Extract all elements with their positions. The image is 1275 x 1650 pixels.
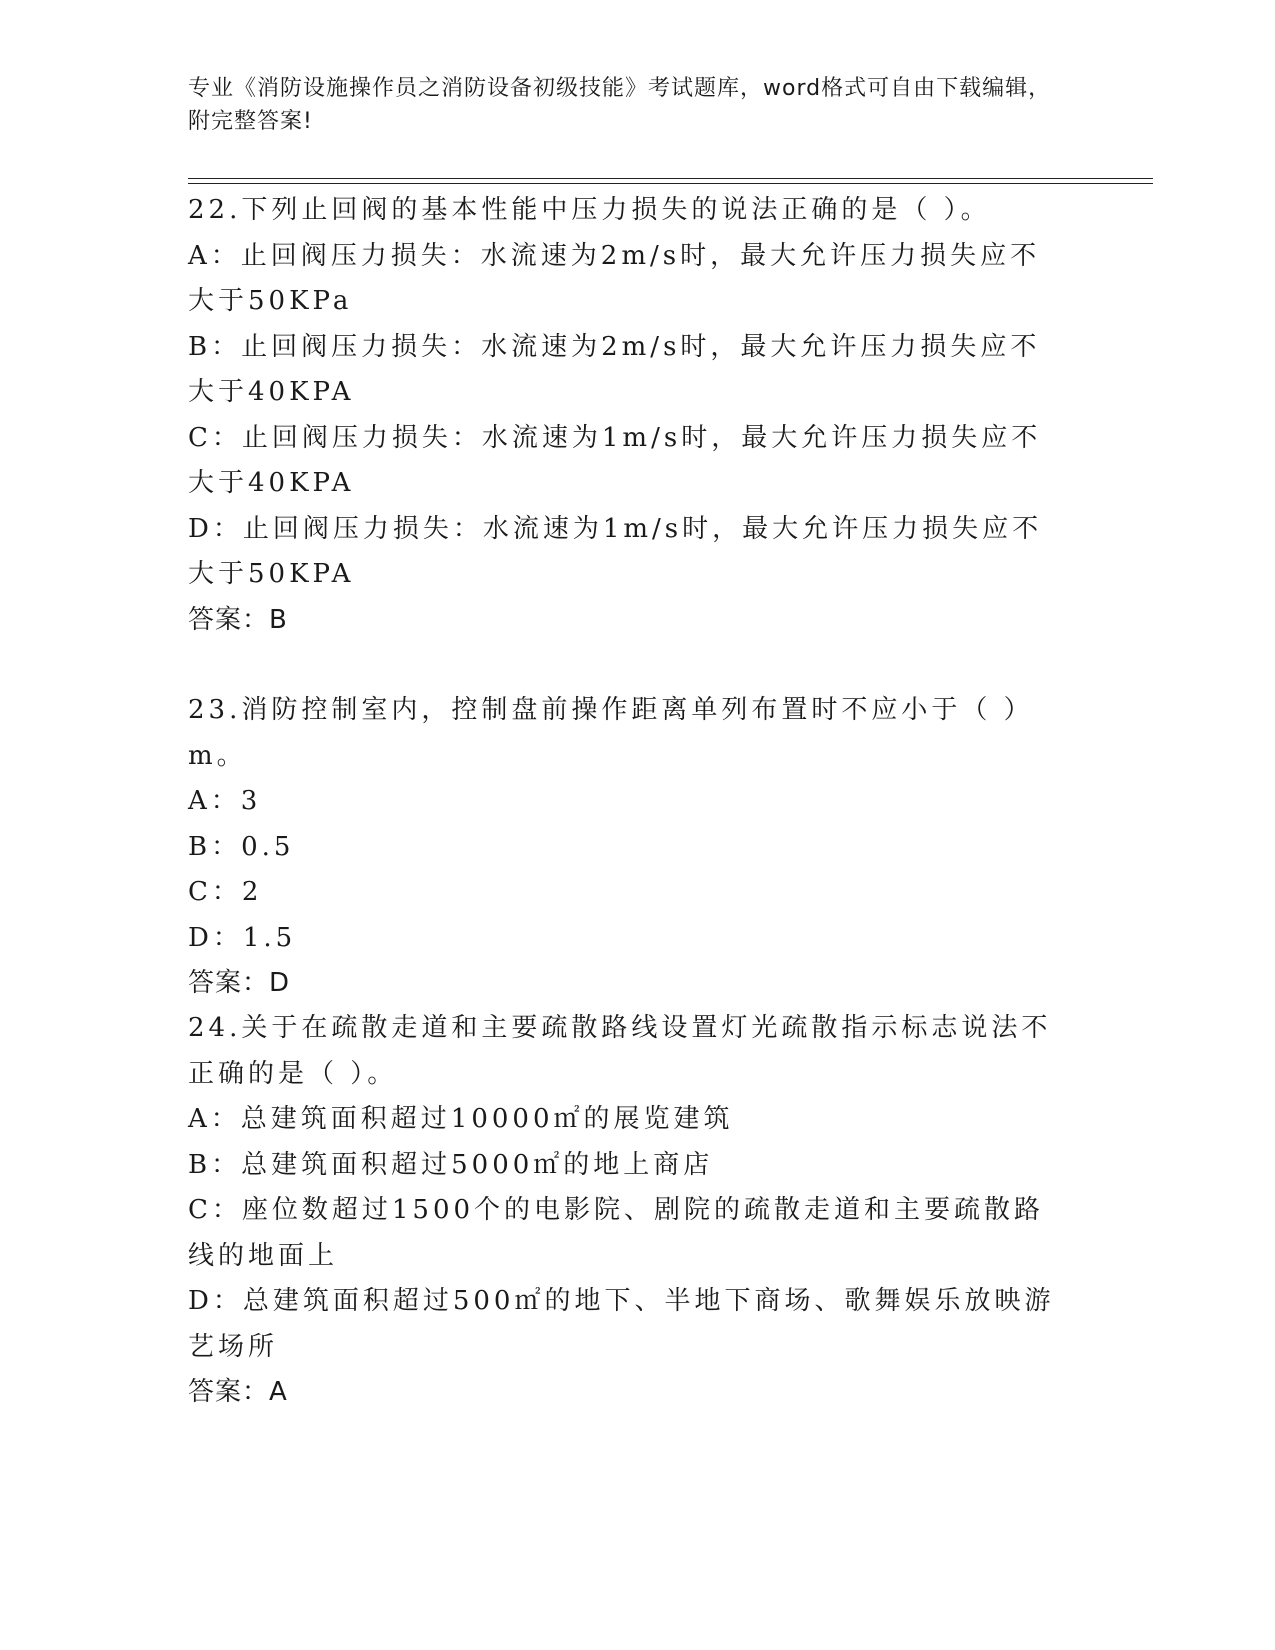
question-24 [188,1006,1068,1416]
question-22 [188,188,1068,643]
answer-line: 答案：D [188,968,291,998]
question-23 [188,688,1068,1007]
answer-line: 答案：B [188,604,288,635]
document-intro: 专业《消防设施操作员之消防设备初级技能》考试题库，word格式可自由下载编辑，附完整答案! [188,76,1052,134]
header-divider-bottom [188,183,1153,184]
header-divider-top [188,178,1153,179]
option-c: C：2 [188,877,263,907]
option-d: D：1.5 [188,922,297,953]
option-c: C：止回阀压力损失：水流速为1m/s时，最大允许压力损失应不大于40KPA [188,422,1042,498]
option-d: D：止回阀压力损失：水流速为1m/s时，最大允许压力损失应不大于50KPA [188,513,1043,589]
option-a: A：3 [188,786,262,816]
question-stem: 23.消防控制室内，控制盘前操作距离单列布置时不应小于（ ）m。 [188,695,1034,771]
option-b: B：总建筑面积超过5000㎡的地上商店 [188,1149,714,1180]
option-a: A：总建筑面积超过10000㎡的展览建筑 [188,1104,734,1134]
question-stem: 22.下列止回阀的基本性能中压力损失的说法正确的是（ ）。 [188,195,991,225]
option-b: B：止回阀压力损失：水流速为2m/s时，最大允许压力损失应不大于40KPA [188,331,1041,407]
answer-line: 答案：A [188,1377,288,1407]
option-d: D：总建筑面积超过500㎡的地下、半地下商场、歌舞娱乐放映游艺场所 [188,1286,1055,1362]
option-c: C：座位数超过1500个的电影院、剧院的疏散走道和主要疏散路线的地面上 [188,1195,1045,1271]
option-a: A：止回阀压力损失：水流速为2m/s时，最大允许压力损失应不大于50KPa [188,240,1041,316]
question-stem: 24.关于在疏散走道和主要疏散路线设置灯光疏散指示标志说法不正确的是（ ）。 [188,1013,1052,1089]
option-b: B：0.5 [188,831,295,862]
